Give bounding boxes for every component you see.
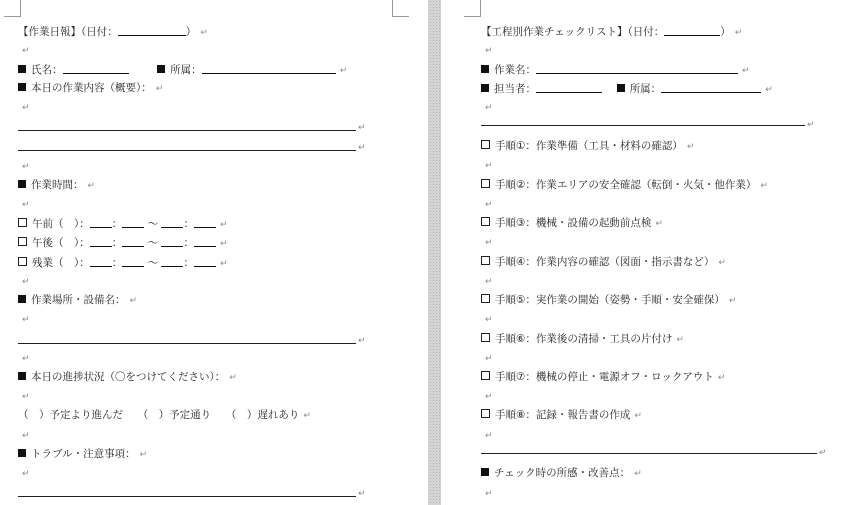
paragraph-mark: ↵	[485, 315, 493, 325]
step-text: 手順⑥：作業後の清掃・工具の片付け	[495, 333, 673, 345]
time-colon: ：	[183, 257, 194, 269]
paragraph-mark: ↵	[485, 489, 493, 499]
summary-write-line-2[interactable]	[18, 150, 356, 151]
time-tilde: ～	[147, 257, 159, 269]
empty-line	[481, 389, 493, 403]
divider-line	[481, 453, 817, 454]
paragraph-mark: ↵	[485, 46, 493, 56]
checkbox[interactable]	[18, 218, 27, 227]
empty-line	[481, 486, 493, 500]
time-row-afternoon	[18, 235, 227, 249]
title-text: 【作業日報】（日付：	[18, 26, 118, 38]
bullet-square	[18, 83, 26, 91]
paragraph-mark: ↵	[765, 85, 773, 95]
title-text: 【工程別作業チェックリスト】（日付：	[481, 26, 665, 38]
empty-line	[18, 428, 30, 442]
start-hour-field[interactable]	[90, 255, 112, 267]
empty-line	[481, 274, 493, 288]
time-row-overtime	[18, 255, 227, 269]
time-colon: ：	[183, 237, 194, 249]
start-hour-field[interactable]	[90, 235, 112, 247]
paragraph-mark: ↵	[22, 392, 30, 402]
paragraph-mark: ↵	[22, 315, 30, 325]
paragraph-mark: ↵	[686, 142, 695, 152]
empty-line	[18, 274, 30, 288]
bullet-square	[18, 295, 26, 303]
end-hour-field[interactable]	[161, 255, 183, 267]
step-text: 手順⑤：実作業の開始（姿勢・手順・安全確保）	[495, 294, 725, 306]
empty-line	[481, 43, 493, 57]
paragraph-mark: ↵	[219, 220, 228, 230]
progress-options-row	[18, 408, 311, 422]
end-minute-field[interactable]	[194, 255, 216, 267]
paragraph-mark: ↵	[485, 277, 493, 287]
empty-line	[18, 312, 30, 326]
time-row-label: 午後（ ）：	[32, 237, 90, 249]
time-label: 作業時間：	[31, 179, 84, 191]
step-text: 手順⑦：機械の停止・電源オフ・ロックアウト	[495, 371, 714, 383]
progress-label: 本日の進捗状況（〇をつけてください）：	[31, 371, 226, 383]
paragraph-mark: ↵	[87, 181, 96, 191]
time-row-label: 残業（ ）：	[32, 257, 90, 269]
paragraph-mark: ↵	[358, 336, 366, 346]
step-checkbox[interactable]	[481, 409, 490, 418]
dept-field[interactable]	[661, 81, 761, 93]
paragraph-mark: ↵	[22, 103, 30, 113]
empty-line	[18, 389, 30, 403]
paragraph-mark: ↵	[485, 161, 493, 171]
bullet-square	[18, 65, 26, 73]
progress-option-on-schedule[interactable]: （ ）予定通り	[137, 409, 212, 421]
paragraph-mark: ↵	[728, 296, 737, 306]
step-checkbox[interactable]	[481, 140, 490, 149]
checklist-step-2[interactable]	[481, 178, 768, 192]
paragraph-mark: ↵	[485, 392, 493, 402]
paragraph-mark: ↵	[22, 354, 30, 364]
owner-dept-row	[481, 81, 773, 95]
paragraph-mark: ↵	[229, 373, 237, 383]
page-gutter	[428, 0, 441, 505]
paragraph-mark: ↵	[22, 469, 30, 479]
checklist-title	[481, 24, 742, 38]
checklist-step-6[interactable]	[481, 332, 684, 346]
page-corner-mark	[4, 0, 21, 17]
paragraph-mark: ↵	[655, 219, 663, 229]
empty-line	[18, 100, 30, 114]
step-text: 手順④：作業内容の確認（図面・指示書など）	[495, 256, 715, 268]
checklist-step-5[interactable]	[481, 293, 736, 307]
paragraph-mark: ↵	[819, 448, 827, 458]
checkbox[interactable]	[18, 257, 27, 266]
step-text: 手順①：作業準備（工具・材料の確認）	[495, 140, 683, 152]
dept-label: 所属：	[170, 64, 202, 76]
step-checkbox[interactable]	[481, 294, 490, 303]
summary-label: 本日の作業内容（概要）：	[31, 82, 152, 94]
progress-heading	[18, 370, 237, 384]
time-colon: ：	[111, 218, 123, 230]
time-colon: ：	[111, 257, 123, 269]
paragraph-mark: ↵	[634, 469, 642, 479]
empty-line	[18, 159, 30, 173]
paragraph-mark: ↵	[219, 239, 228, 249]
step-checkbox[interactable]	[481, 371, 490, 380]
summary-heading	[18, 81, 163, 95]
work-name-field[interactable]	[536, 62, 738, 74]
paragraph-mark: ↵	[129, 296, 138, 306]
divider-line	[481, 125, 805, 126]
paragraph-mark: ↵	[742, 66, 750, 76]
time-row-label: 午前（ ）：	[32, 218, 90, 230]
step-text: 手順②：作業エリアの安全確認（転倒・火気・他作業）	[495, 179, 757, 191]
progress-option-delayed[interactable]: （ ）遅れあり	[225, 409, 300, 421]
paragraph-mark: ↵	[22, 431, 30, 441]
empty-line	[18, 43, 30, 57]
paragraph-mark: ↵	[339, 66, 348, 76]
work-time-heading	[18, 178, 95, 192]
paragraph-mark: ↵	[139, 450, 148, 460]
date-field[interactable]	[664, 24, 720, 36]
date-field[interactable]	[118, 24, 186, 36]
daily-report-title	[18, 24, 208, 38]
remarks-label: チェック時の所感・改善点：	[494, 467, 631, 479]
start-minute-field[interactable]	[122, 235, 144, 247]
paragraph-mark: ↵	[303, 411, 311, 421]
paragraph-mark: ↵	[485, 238, 493, 248]
progress-option-ahead[interactable]: （ ）予定より進んだ	[18, 409, 123, 421]
checklist-step-1[interactable]	[481, 139, 694, 153]
paragraph-mark: ↵	[358, 143, 366, 153]
page-corner-mark	[392, 0, 409, 17]
end-hour-field[interactable]	[161, 216, 183, 228]
empty-line	[481, 428, 493, 442]
paragraph-mark: ↵	[155, 84, 164, 94]
start-hour-field[interactable]	[90, 216, 112, 228]
start-minute-field[interactable]	[122, 216, 144, 228]
paragraph-mark: ↵	[485, 431, 493, 441]
summary-write-line-1[interactable]	[18, 130, 356, 131]
step-text: 手順③：機械・設備の起動前点検	[495, 217, 652, 229]
work-name-label: 作業名：	[494, 64, 536, 76]
paragraph-mark: ↵	[22, 200, 30, 210]
owner-field[interactable]	[536, 81, 602, 93]
bullet-square	[481, 65, 489, 73]
empty-line	[481, 235, 493, 249]
page-corner-mark	[464, 0, 481, 17]
step-checkbox[interactable]	[481, 256, 490, 265]
paragraph-mark: ↵	[760, 181, 768, 191]
paragraph-mark: ↵	[676, 335, 684, 345]
paragraph-mark: ↵	[358, 123, 366, 133]
checklist-step-7[interactable]	[481, 370, 725, 384]
checklist-step-4[interactable]	[481, 255, 726, 269]
end-hour-field[interactable]	[161, 235, 183, 247]
place-heading	[18, 293, 137, 307]
empty-line	[481, 100, 493, 114]
step-checkbox[interactable]	[481, 333, 490, 342]
paragraph-mark: ↵	[358, 489, 366, 499]
paragraph-mark: ↵	[718, 258, 726, 268]
paragraph-mark: ↵	[22, 162, 30, 172]
dept-field[interactable]	[202, 62, 336, 74]
bullet-square	[18, 372, 26, 380]
bullet-square	[157, 65, 165, 73]
checklist-step-3[interactable]	[481, 216, 663, 230]
bullet-square	[18, 449, 26, 457]
end-minute-field[interactable]	[194, 235, 216, 247]
empty-line	[18, 197, 30, 211]
paragraph-mark: ↵	[485, 354, 493, 364]
end-minute-field[interactable]	[194, 216, 216, 228]
bullet-square	[481, 468, 489, 476]
title-close: ）	[185, 26, 197, 38]
bullet-square	[481, 84, 489, 92]
time-colon: ：	[183, 218, 194, 230]
owner-label: 担当者：	[494, 83, 536, 95]
empty-line	[481, 351, 493, 365]
empty-line	[481, 312, 493, 326]
paragraph-mark: ↵	[219, 259, 228, 269]
checklist-step-8[interactable]	[481, 408, 642, 422]
step-checkbox[interactable]	[481, 179, 490, 188]
step-text: 手順⑧：記録・報告書の作成	[495, 409, 631, 421]
paragraph-mark: ↵	[634, 411, 642, 421]
paragraph-mark: ↵	[485, 200, 493, 210]
name-dept-row	[18, 62, 347, 76]
checkbox[interactable]	[18, 237, 27, 246]
paragraph-mark: ↵	[734, 28, 743, 38]
paragraph-mark: ↵	[22, 46, 30, 56]
paragraph-mark: ↵	[717, 373, 726, 383]
work-name-row	[481, 62, 750, 76]
step-checkbox[interactable]	[481, 217, 490, 226]
empty-line	[481, 197, 493, 211]
bullet-square	[617, 84, 625, 92]
dept-label: 所属：	[629, 83, 662, 95]
empty-line	[18, 466, 30, 480]
time-tilde: ～	[147, 237, 159, 249]
start-minute-field[interactable]	[122, 255, 144, 267]
place-label: 作業場所・設備名：	[31, 294, 126, 306]
time-colon: ：	[111, 237, 123, 249]
paragraph-mark: ↵	[200, 28, 208, 38]
time-row-morning	[18, 216, 227, 230]
paragraph-mark: ↵	[485, 103, 493, 113]
place-write-line[interactable]	[18, 343, 356, 344]
bullet-square	[18, 180, 26, 188]
paragraph-mark: ↵	[22, 277, 30, 287]
name-label: 氏名：	[31, 64, 63, 76]
trouble-heading	[18, 447, 147, 461]
time-tilde: ～	[147, 218, 159, 230]
paragraph-mark: ↵	[807, 120, 815, 130]
trouble-write-line[interactable]	[18, 496, 356, 497]
remarks-heading	[481, 466, 642, 480]
name-field[interactable]	[63, 62, 129, 74]
trouble-label: トラブル・注意事項：	[31, 448, 136, 460]
title-close: ）	[720, 26, 731, 38]
empty-line	[481, 158, 493, 172]
right-page	[441, 0, 851, 505]
empty-line	[18, 351, 30, 365]
